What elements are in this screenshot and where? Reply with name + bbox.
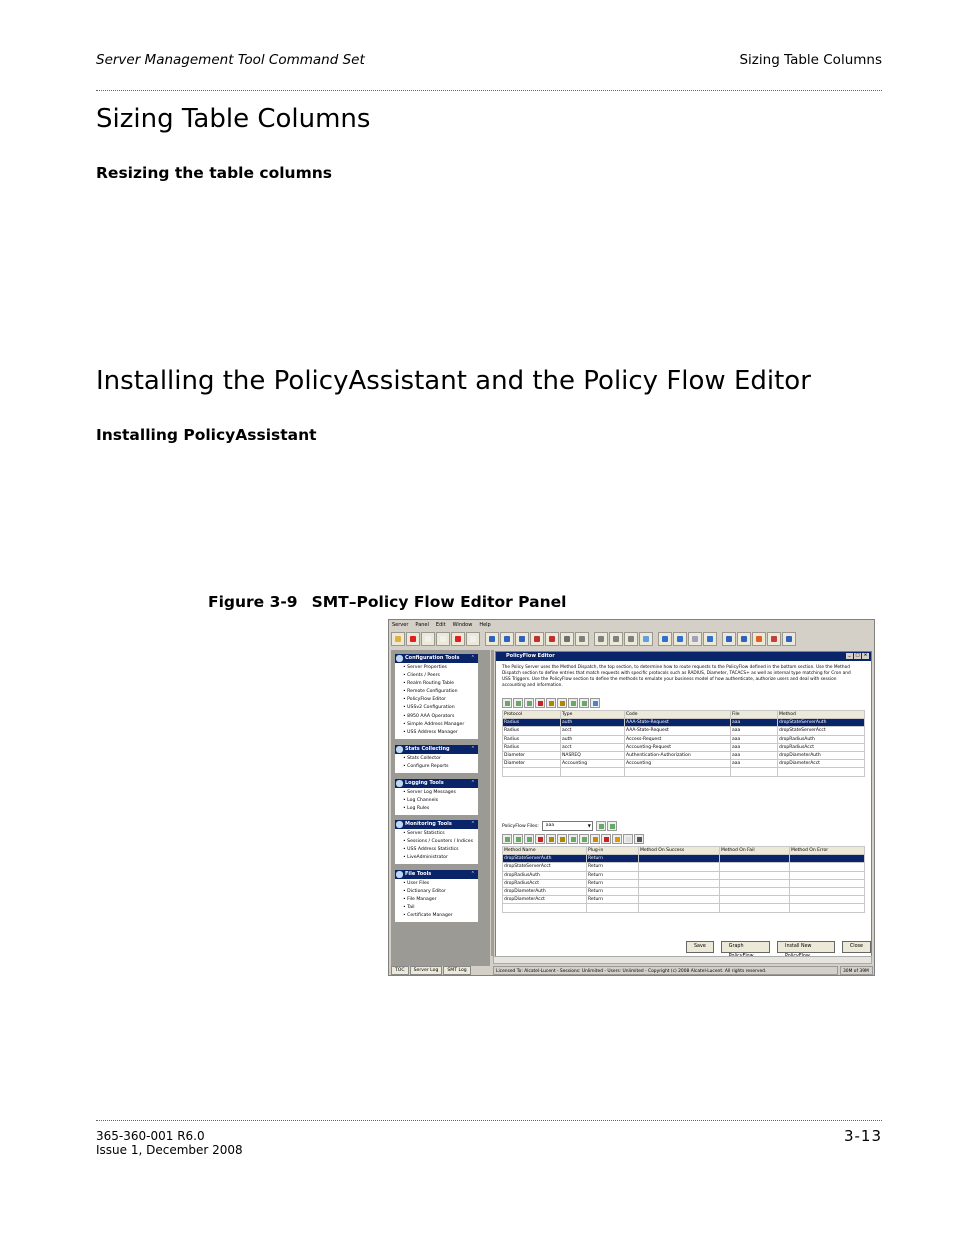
section-title-sizing: Sizing Table Columns [96, 104, 371, 134]
sidebar-section [395, 745, 478, 773]
sidebar-item[interactable]: • Log Channels [403, 797, 478, 805]
sidebar-section [395, 779, 478, 815]
section-title-installing: Installing the PolicyAssistant and the Policy Flow Editor [96, 366, 811, 396]
table-cell: dropDiameterAuth [503, 887, 587, 895]
sidebar-item[interactable]: • Simple Address Manager [403, 721, 478, 729]
sidebar-item[interactable]: • LiveAdministrator [403, 854, 478, 862]
column-header[interactable]: Plug-in [587, 847, 639, 855]
table-cell: NASREQ [561, 751, 625, 759]
table-cell: Return [587, 887, 639, 895]
table-cell [790, 879, 865, 887]
toolbar-button-icon[interactable] [624, 632, 638, 646]
menu-item-edit[interactable]: Edit [435, 621, 446, 628]
tools-sidebar [391, 650, 490, 966]
main-toolbar [391, 630, 874, 648]
table-cell [639, 871, 720, 879]
toolbar-button-icon[interactable] [594, 632, 608, 646]
editor-button-install-new-policyflow[interactable]: Install New [777, 941, 835, 953]
editor-button-save[interactable]: Save [686, 941, 714, 953]
table-cell [790, 904, 865, 912]
toolbar-button-icon[interactable] [658, 632, 672, 646]
sidebar-section [395, 654, 478, 739]
table-tool-icon[interactable] [579, 698, 589, 708]
sidebar-section-title: File Tools [405, 871, 432, 877]
table-cell [639, 879, 720, 887]
issue-date: Issue 1, December 2008 [96, 1143, 243, 1157]
column-header[interactable]: Method On Success [639, 847, 720, 855]
column-header[interactable]: Method On Error [790, 847, 865, 855]
editor-button-graph-policyflow[interactable]: Graph [721, 941, 770, 953]
sidebar-item[interactable]: • Log Rules [403, 805, 478, 813]
sidebar-section [395, 870, 478, 922]
close-icon[interactable]: × [863, 653, 868, 658]
table-cell [720, 904, 790, 912]
table-cell [639, 887, 720, 895]
table-cell: aaa [731, 743, 778, 751]
sidebar-item[interactable]: • Server Log Messages [403, 789, 478, 797]
table-cell: dropRadiusAuth [503, 871, 587, 879]
sidebar-section-header[interactable] [395, 870, 478, 879]
table-cell: Diameter [503, 760, 561, 768]
table-tool-icon[interactable] [568, 698, 578, 708]
dispatch-toolbar [502, 698, 600, 708]
table-tool-icon[interactable] [590, 698, 600, 708]
policyflow-files-label: PolicyFlow Files: [502, 823, 539, 829]
running-header-left: Server Management Tool Command Set [96, 52, 365, 68]
table-cell: AAA-State-Request [625, 727, 731, 735]
sidebar-item[interactable]: • Dictionary Editor [403, 888, 478, 896]
section-icon [396, 871, 403, 878]
collapse-chevron-icon[interactable]: ⌃ [470, 780, 475, 786]
empty-row [503, 904, 865, 912]
toolbar-button-icon[interactable] [485, 632, 499, 646]
toolbar-button-icon[interactable] [688, 632, 702, 646]
table-cell: dropDiameterAcct [503, 896, 587, 904]
dispatch-row[interactable] [503, 719, 865, 727]
collapse-chevron-icon[interactable]: ⌃ [470, 821, 475, 827]
table-cell: Return [587, 879, 639, 887]
section-icon [396, 780, 403, 787]
table-cell [720, 879, 790, 887]
sidebar-item[interactable]: • USS Address Manager [403, 729, 478, 737]
toolbar-button-icon[interactable] [500, 632, 514, 646]
table-cell: Return [587, 896, 639, 904]
collapse-chevron-icon[interactable]: ⌃ [470, 655, 475, 661]
table-cell: aaa [731, 751, 778, 759]
sidebar-item[interactable]: • USS Address Statistics [403, 846, 478, 854]
table-cell [625, 768, 731, 776]
table-cell: acct [561, 727, 625, 735]
table-cell: Radius [503, 743, 561, 751]
flow-row[interactable] [503, 896, 865, 904]
empty-row [503, 768, 865, 776]
sidebar-item[interactable]: • Certificate Manager [403, 912, 478, 920]
table-tool-icon[interactable] [524, 698, 534, 708]
table-cell: Radius [503, 727, 561, 735]
table-cell [790, 871, 865, 879]
dispatch-row[interactable] [503, 760, 865, 768]
table-cell: dropRadiusAcct [778, 743, 865, 751]
sidebar-item[interactable]: • Server Statistics [403, 830, 478, 838]
menu-item-server[interactable]: Server [392, 621, 409, 628]
collapse-chevron-icon[interactable]: ⌃ [470, 746, 475, 752]
sidebar-item[interactable]: • Remote Configuration [403, 688, 478, 696]
flow-row[interactable] [503, 871, 865, 879]
toolbar-button-icon[interactable] [406, 632, 420, 646]
toolbar-button-icon[interactable] [466, 632, 480, 646]
sidebar-item[interactable]: • 8950 AAA Operators [403, 713, 478, 721]
column-header[interactable]: Type [561, 711, 625, 719]
table-cell [790, 863, 865, 871]
doc-id: 365-360-001 R6.0 [96, 1129, 205, 1143]
table-cell: AAA-State-Request [625, 719, 731, 727]
collapse-chevron-icon[interactable]: ⌃ [470, 871, 475, 877]
sidebar-item[interactable]: • USSv2 Configuration [403, 704, 478, 712]
header-rule [96, 90, 882, 91]
sidebar-item[interactable]: • PolicyFlow Editor [403, 696, 478, 704]
table-tool-icon[interactable] [535, 698, 545, 708]
table-tool-icon[interactable] [524, 834, 534, 844]
table-cell: acct [561, 743, 625, 751]
flow-row[interactable] [503, 879, 865, 887]
dispatch-row[interactable] [503, 727, 865, 735]
editor-titlebar [496, 652, 871, 661]
table-cell [587, 904, 639, 912]
splitter-bar[interactable] [491, 650, 494, 956]
table-cell [790, 896, 865, 904]
sidebar-item[interactable]: • Realm Routing Table [403, 680, 478, 688]
flow-toolbar [502, 834, 644, 844]
table-tool-icon[interactable] [601, 834, 611, 844]
menu-item-window[interactable]: Window [452, 621, 473, 628]
section-icon [396, 746, 403, 753]
toolbar-button-icon[interactable] [737, 632, 751, 646]
table-cell: dropStateServerAcct [778, 727, 865, 735]
tab-smt-log[interactable]: SMT Log [443, 966, 470, 975]
toolbar-button-icon[interactable] [639, 632, 653, 646]
table-cell [720, 863, 790, 871]
toolbar-button-icon[interactable] [530, 632, 544, 646]
table-tool-icon[interactable] [579, 834, 589, 844]
sidebar-item[interactable]: • Configure Reports [403, 763, 478, 771]
sidebar-section-header[interactable] [395, 779, 478, 788]
sidebar-item[interactable]: • Stats Collector [403, 755, 478, 763]
sidebar-section-header[interactable] [395, 654, 478, 663]
policyflow-table [502, 846, 865, 913]
table-tool-icon[interactable] [502, 698, 512, 708]
license-status: Licensed To: Alcatel-Lucent - Sessions: Unlimited - Users: Unlimited - Copyright (c) 2008 Alcatel-Lucent. All rights reserved. [493, 966, 838, 975]
menu-item-help[interactable]: Help [479, 621, 491, 628]
table-cell: dropStateServerAuth [778, 719, 865, 727]
table-cell [720, 896, 790, 904]
toolbar-button-icon[interactable] [451, 632, 465, 646]
table-cell: auth [561, 719, 625, 727]
sidebar-item[interactable]: • Sessions / Counters / Indices [403, 838, 478, 846]
column-header[interactable]: Method Name [503, 847, 587, 855]
table-cell [503, 904, 587, 912]
table-cell: Access-Request [625, 735, 731, 743]
table-cell: dropDiameterAuth [778, 751, 865, 759]
table-cell [639, 855, 720, 863]
running-header-right: Sizing Table Columns [739, 52, 882, 68]
table-cell: Return [587, 863, 639, 871]
table-tool-icon[interactable] [623, 834, 633, 844]
sidebar-section-title: Monitoring Tools [405, 821, 452, 827]
toolbar-button-icon[interactable] [673, 632, 687, 646]
minimize-icon[interactable]: _ [846, 653, 853, 659]
table-cell [778, 768, 865, 776]
sidebar-section-title: Stats Collecting [405, 746, 450, 752]
table-cell [639, 863, 720, 871]
table-cell: Accounting-Request [625, 743, 731, 751]
table-tool-icon[interactable] [612, 834, 622, 844]
column-header[interactable]: File [731, 711, 778, 719]
tab-server-log[interactable]: Server Log [410, 966, 443, 975]
sidebar-section [395, 820, 478, 864]
table-cell: aaa [731, 760, 778, 768]
table-cell: auth [561, 735, 625, 743]
table-cell [639, 904, 720, 912]
figure-number: Figure 3-9 [208, 593, 298, 611]
table-cell [561, 768, 625, 776]
dispatch-row[interactable] [503, 743, 865, 751]
table-cell: Radius [503, 735, 561, 743]
sidebar-item[interactable]: • Server Properties [403, 664, 478, 672]
table-tool-icon[interactable] [546, 834, 556, 844]
smt-screenshot [388, 619, 875, 976]
subheading-resizing: Resizing the table columns [96, 164, 332, 182]
flow-row[interactable] [503, 887, 865, 895]
dispatch-row[interactable] [503, 751, 865, 759]
table-tool-icon[interactable] [546, 698, 556, 708]
sidebar-section-header[interactable] [395, 820, 478, 829]
table-cell: Accounting [625, 760, 731, 768]
dispatch-row[interactable] [503, 735, 865, 743]
tab-toc[interactable]: TOC [391, 966, 409, 975]
sidebar-section-header[interactable] [395, 745, 478, 754]
table-tool-icon[interactable] [535, 834, 545, 844]
section-icon [396, 821, 403, 828]
table-cell: dropRadiusAcct [503, 879, 587, 887]
sidebar-item[interactable]: • Clients / Peers [403, 672, 478, 680]
menu-bar [389, 620, 874, 629]
table-tool-icon[interactable] [590, 834, 600, 844]
subheading-installing: Installing PolicyAssistant [96, 426, 317, 444]
table-tool-icon[interactable] [568, 834, 578, 844]
table-cell: Diameter [503, 751, 561, 759]
table-cell [503, 768, 561, 776]
column-header[interactable]: Code [625, 711, 731, 719]
maximize-icon[interactable]: □ [855, 653, 860, 658]
sidebar-item[interactable]: • File Manager [403, 896, 478, 904]
sidebar-section-title: Logging Tools [405, 780, 444, 786]
table-cell: aaa [731, 719, 778, 727]
policyflow-editor-panel [495, 651, 872, 957]
bottom-tabs [391, 966, 491, 975]
table-cell: Return [587, 871, 639, 879]
editor-title: PolicyFlow Editor [506, 653, 555, 659]
file-add-icon[interactable] [596, 821, 606, 831]
table-tool-icon[interactable] [557, 834, 567, 844]
table-tool-icon[interactable] [502, 834, 512, 844]
table-cell [790, 855, 865, 863]
horizontal-scrollbar[interactable] [493, 956, 872, 964]
table-cell: Authentication-Authorization [625, 751, 731, 759]
toolbar-button-icon[interactable] [752, 632, 766, 646]
column-header[interactable]: Protocol [503, 711, 561, 719]
table-tool-icon[interactable] [513, 834, 523, 844]
figure-caption [208, 593, 566, 611]
table-cell [720, 871, 790, 879]
table-cell: dropStateServerAuth [503, 855, 587, 863]
table-cell: aaa [731, 727, 778, 735]
column-header[interactable]: Method [778, 711, 865, 719]
footer-left [96, 1129, 243, 1157]
table-cell [720, 887, 790, 895]
policyflow-files-row [502, 821, 617, 831]
table-cell: dropDiameterAcct [778, 760, 865, 768]
table-tool-icon[interactable] [634, 834, 644, 844]
figure-title: SMT–Policy Flow Editor Panel [311, 593, 567, 611]
table-cell: aaa [731, 735, 778, 743]
table-cell: Radius [503, 719, 561, 727]
flow-row[interactable] [503, 855, 865, 863]
memory-usage: 30M of 39M [840, 966, 873, 975]
menu-item-panel[interactable]: Panel [415, 621, 429, 628]
table-cell: dropStateServerAcct [503, 863, 587, 871]
section-icon [396, 655, 403, 662]
method-dispatch-table [502, 710, 865, 777]
table-cell [790, 887, 865, 895]
table-cell: Accounting [561, 760, 625, 768]
toolbar-button-icon[interactable] [391, 632, 405, 646]
table-cell [639, 896, 720, 904]
table-tool-icon[interactable] [557, 698, 567, 708]
toolbar-button-icon[interactable] [515, 632, 529, 646]
page-number: 3-13 [843, 1127, 882, 1145]
toolbar-button-icon[interactable] [767, 632, 781, 646]
toolbar-button-icon[interactable] [560, 632, 574, 646]
table-cell: dropRadiusAuth [778, 735, 865, 743]
toolbar-button-icon[interactable] [782, 632, 796, 646]
editor-button-close[interactable]: Close [842, 941, 871, 953]
toolbar-button-icon[interactable] [545, 632, 559, 646]
toolbar-button-icon[interactable] [609, 632, 623, 646]
toolbar-button-icon[interactable] [436, 632, 450, 646]
column-header[interactable]: Method On Fail [720, 847, 790, 855]
toolbar-button-icon[interactable] [421, 632, 435, 646]
table-tool-icon[interactable] [513, 698, 523, 708]
sidebar-section-title: Configuration Tools [405, 655, 460, 661]
footer-rule [96, 1120, 882, 1121]
policyflow-files-select[interactable]: aaa ▼ [542, 821, 593, 831]
toolbar-button-icon[interactable] [722, 632, 736, 646]
table-cell [731, 768, 778, 776]
editor-description: The Policy Server uses the Method Dispatch, the top section, to determine how to route requests to the PolicyFlow defined in the bottom section. Use the Method Dispatch section to define entries that match requests with specific protocols such as RADIUS, Diameter, TACACS+ as well as internal type matching for Cron and USS Triggers. Use the PolicyFlow section to define the methods to emulate your business model of how authenticate, authorize users and deal with session accounting and information. [502, 665, 851, 688]
toolbar-button-icon[interactable] [575, 632, 589, 646]
table-cell: Return [587, 855, 639, 863]
file-edit-icon[interactable] [607, 821, 617, 831]
table-cell [720, 855, 790, 863]
flow-row[interactable] [503, 863, 865, 871]
toolbar-button-icon[interactable] [703, 632, 717, 646]
sidebar-item[interactable]: • User Files [403, 880, 478, 888]
sidebar-item[interactable]: • Tail [403, 904, 478, 912]
editor-button-row [686, 941, 871, 953]
